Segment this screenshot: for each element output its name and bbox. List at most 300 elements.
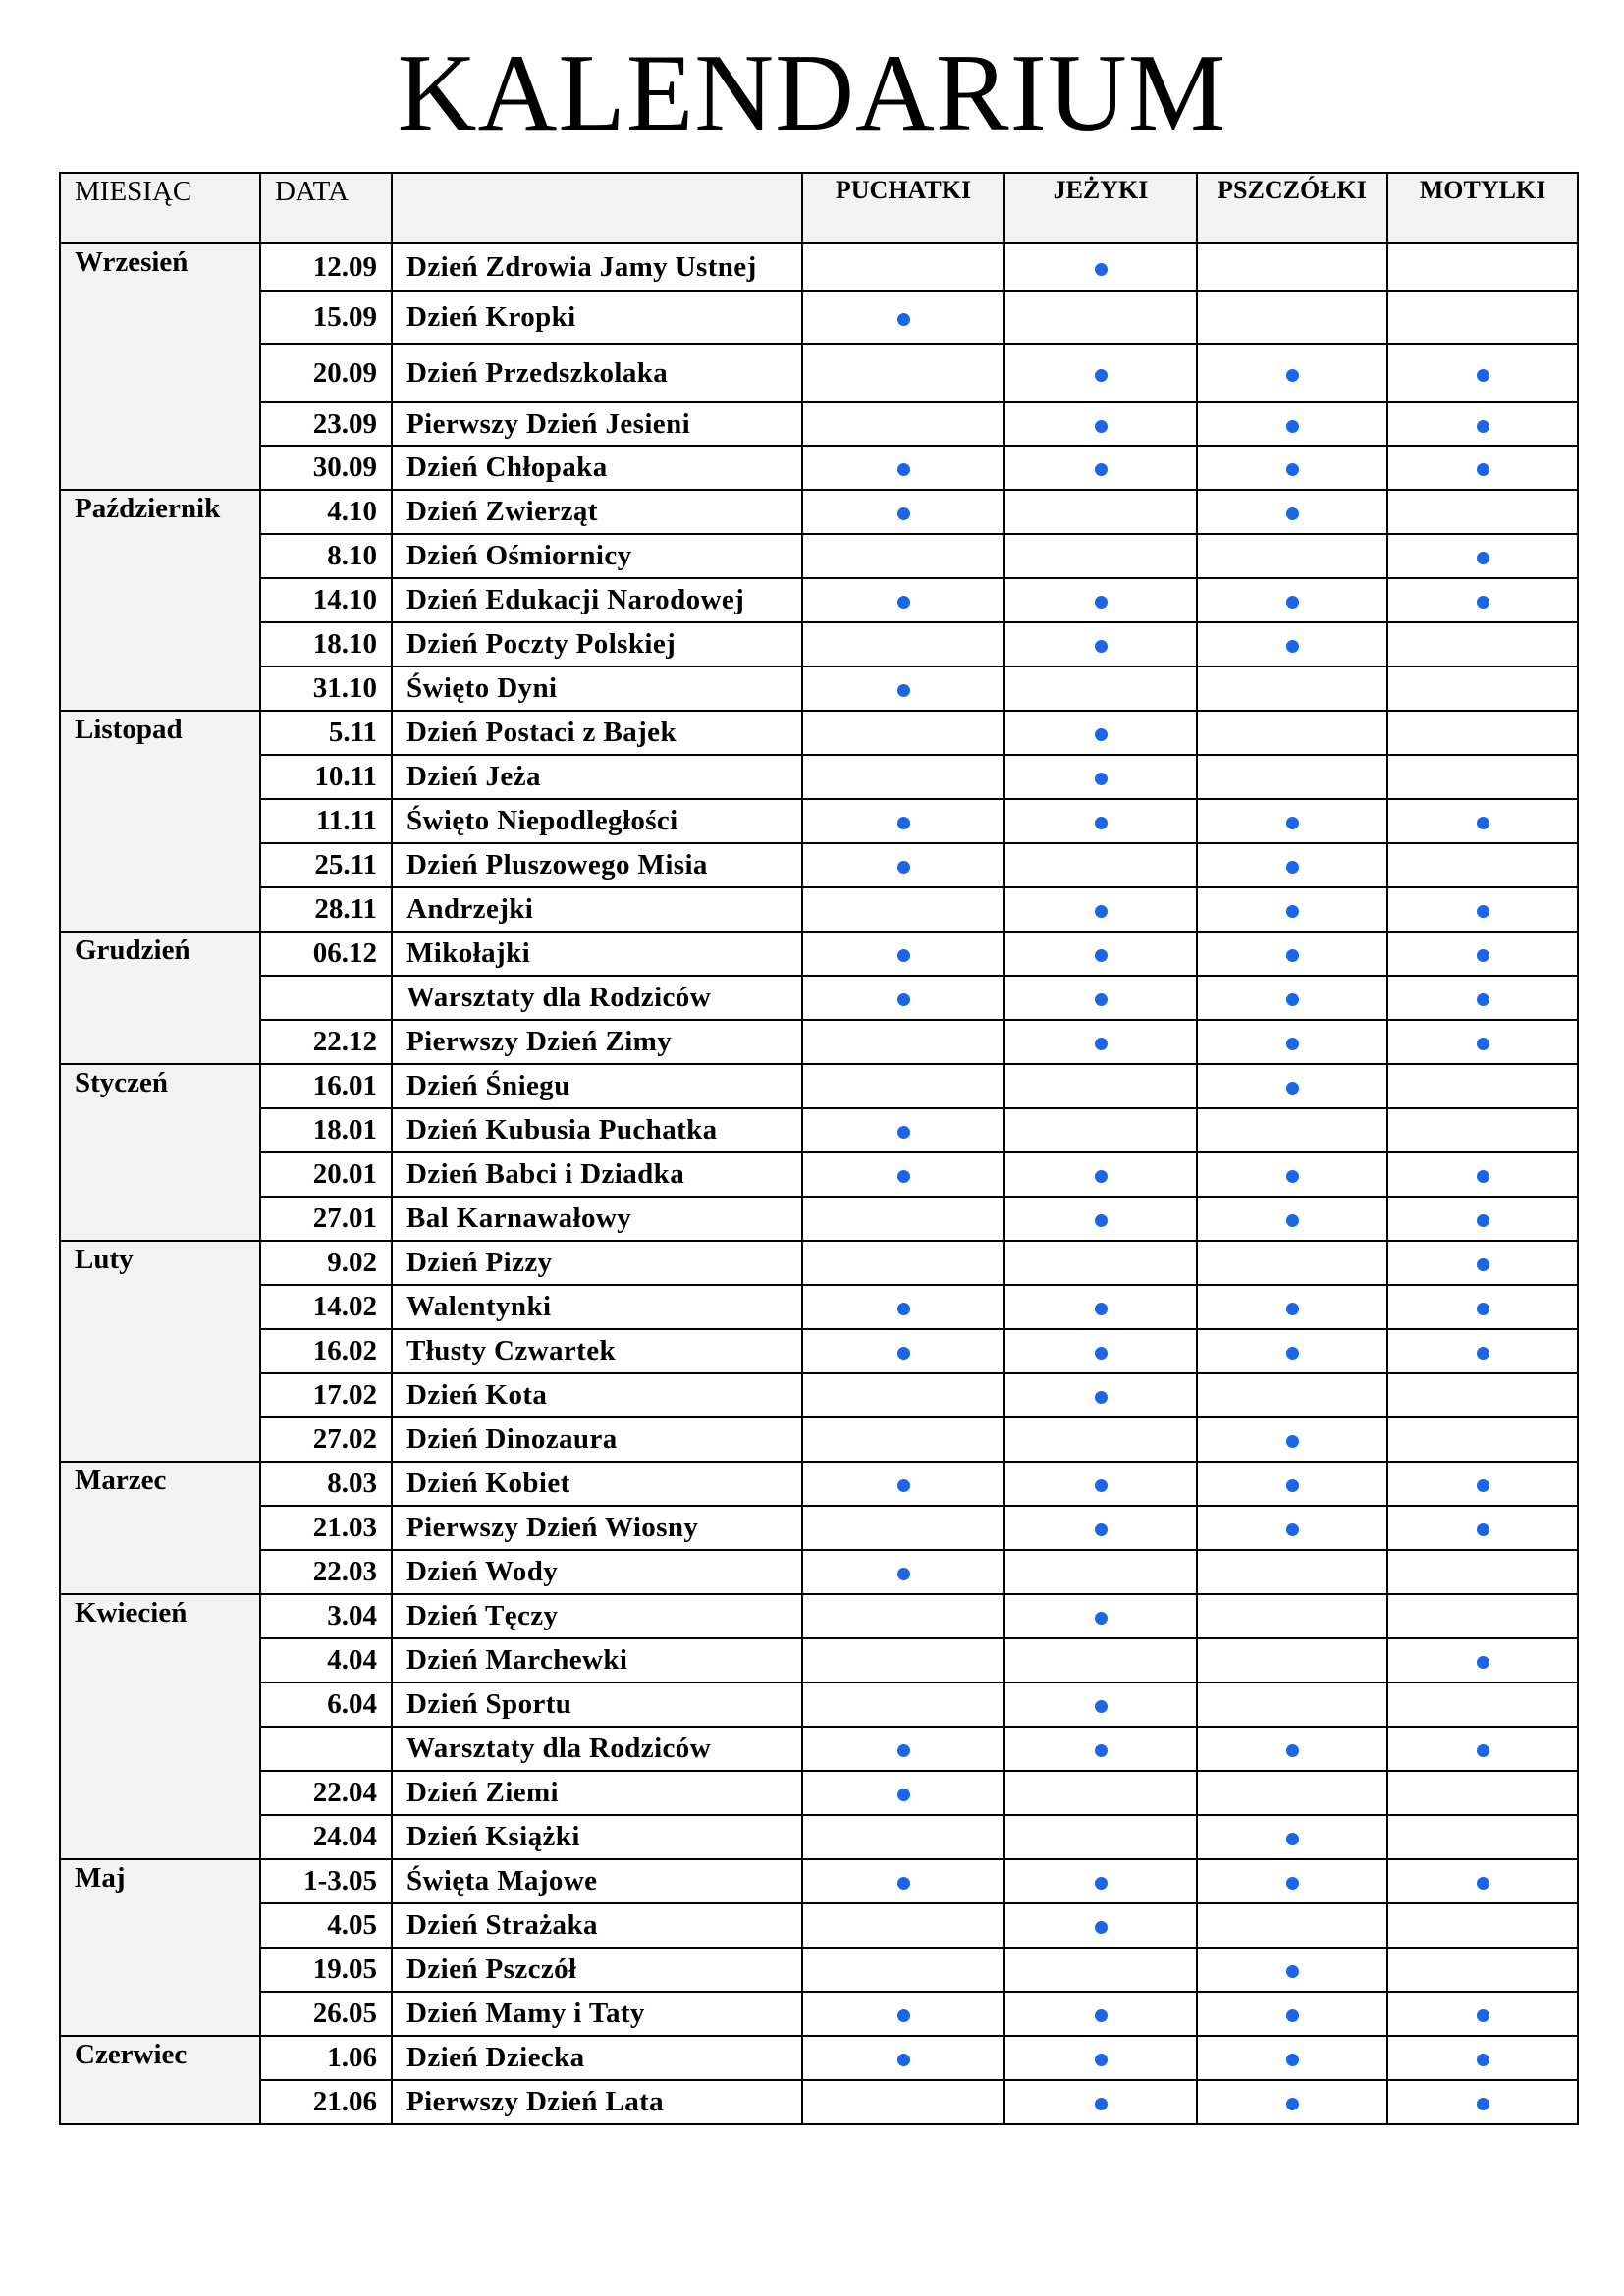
participation-dot-icon (1286, 1965, 1299, 1978)
group-cell (1387, 976, 1578, 1020)
participation-dot-icon (1095, 817, 1108, 829)
group-cell (1004, 1550, 1197, 1594)
group-cell (1387, 1992, 1578, 2036)
group-cell (1387, 1815, 1578, 1859)
group-cell (1197, 1550, 1387, 1594)
group-cell (1197, 1903, 1387, 1948)
participation-dot-icon (1477, 420, 1489, 433)
event-cell: Święta Majowe (392, 1859, 802, 1903)
participation-dot-icon (1477, 1523, 1489, 1536)
group-cell (802, 843, 1004, 887)
group-cell (1197, 402, 1387, 446)
participation-dot-icon (897, 1744, 910, 1757)
participation-dot-icon (1095, 2009, 1108, 2022)
date-cell: 22.12 (260, 1020, 392, 1064)
group-cell (1004, 2080, 1197, 2124)
table-row (60, 1727, 1578, 1771)
participation-dot-icon (1095, 1700, 1108, 1713)
table-row (60, 446, 1578, 490)
month-cell: Grudzień (60, 932, 260, 1064)
group-cell (1004, 1594, 1197, 1638)
participation-dot-icon (897, 1789, 910, 1801)
group-cell (1197, 1506, 1387, 1550)
group-cell (802, 1373, 1004, 1417)
group-cell (802, 1152, 1004, 1197)
participation-dot-icon (1095, 773, 1108, 785)
group-cell (1197, 1329, 1387, 1373)
group-cell (1004, 490, 1197, 534)
event-cell: Warsztaty dla Rodziców (392, 1727, 802, 1771)
header-event (392, 173, 802, 243)
group-cell (802, 667, 1004, 711)
date-cell: 30.09 (260, 446, 392, 490)
date-cell: 9.02 (260, 1241, 392, 1285)
date-cell: 26.05 (260, 1992, 392, 2036)
participation-dot-icon (1477, 1479, 1489, 1492)
participation-dot-icon (1477, 1877, 1489, 1890)
participation-dot-icon (1095, 1303, 1108, 1315)
participation-dot-icon (897, 313, 910, 326)
group-cell (1197, 1992, 1387, 2036)
participation-dot-icon (1286, 2054, 1299, 2066)
group-cell (1197, 1064, 1387, 1108)
table-row (60, 1859, 1578, 1903)
event-cell: Dzień Kubusia Puchatka (392, 1108, 802, 1152)
group-cell (1004, 446, 1197, 490)
group-cell (1004, 887, 1197, 932)
group-cell (1004, 1948, 1197, 1992)
month-cell: Czerwiec (60, 2036, 260, 2124)
group-cell (1197, 1285, 1387, 1329)
participation-dot-icon (897, 817, 910, 829)
group-cell (1004, 1682, 1197, 1727)
group-cell (1004, 534, 1197, 578)
table-row (60, 1594, 1578, 1638)
group-cell (1197, 711, 1387, 755)
table-row (60, 1506, 1578, 1550)
table-row (60, 711, 1578, 755)
group-cell (802, 1506, 1004, 1550)
event-cell: Tłusty Czwartek (392, 1329, 802, 1373)
date-cell: 18.10 (260, 622, 392, 667)
date-cell: 8.10 (260, 534, 392, 578)
table-row (60, 1108, 1578, 1152)
participation-dot-icon (1095, 1391, 1108, 1404)
month-cell: Luty (60, 1241, 260, 1462)
event-cell: Dzień Książki (392, 1815, 802, 1859)
event-cell: Dzień Zdrowia Jamy Ustnej (392, 243, 802, 291)
month-cell: Maj (60, 1859, 260, 2036)
participation-dot-icon (897, 2009, 910, 2022)
group-cell (1004, 1152, 1197, 1197)
header-group-puchatki: PUCHATKI (802, 173, 1004, 243)
group-cell (1197, 1020, 1387, 1064)
group-cell (1004, 1064, 1197, 1108)
participation-dot-icon (897, 1347, 910, 1360)
participation-dot-icon (1477, 2009, 1489, 2022)
table-row (60, 1064, 1578, 1108)
participation-dot-icon (1095, 263, 1108, 276)
table-row (60, 976, 1578, 1020)
participation-dot-icon (1286, 1833, 1299, 1845)
group-cell (1387, 2080, 1578, 2124)
group-cell (1197, 755, 1387, 799)
participation-dot-icon (897, 596, 910, 609)
group-cell (1197, 667, 1387, 711)
group-cell (1197, 1462, 1387, 1506)
participation-dot-icon (1477, 1170, 1489, 1183)
group-cell (1004, 1506, 1197, 1550)
group-cell (1004, 976, 1197, 1020)
participation-dot-icon (897, 1877, 910, 1890)
participation-dot-icon (1286, 1347, 1299, 1360)
participation-dot-icon (897, 1479, 910, 1492)
group-cell (1387, 446, 1578, 490)
event-cell: Dzień Mamy i Taty (392, 1992, 802, 2036)
event-cell: Mikołajki (392, 932, 802, 976)
date-cell: 4.04 (260, 1638, 392, 1682)
table-row (60, 1992, 1578, 2036)
participation-dot-icon (1286, 1435, 1299, 1448)
group-cell (1197, 1815, 1387, 1859)
group-cell (1197, 1859, 1387, 1903)
group-cell (1197, 534, 1387, 578)
group-cell (1004, 1727, 1197, 1771)
group-cell (1004, 755, 1197, 799)
date-cell: 24.04 (260, 1815, 392, 1859)
event-cell: Pierwszy Dzień Lata (392, 2080, 802, 2124)
group-cell (1387, 243, 1578, 291)
table-row (60, 402, 1578, 446)
date-cell: 12.09 (260, 243, 392, 291)
participation-dot-icon (1286, 905, 1299, 918)
group-cell (1197, 887, 1387, 932)
date-cell: 4.10 (260, 490, 392, 534)
header-group-motylki: MOTYLKI (1387, 173, 1578, 243)
group-cell (1004, 1462, 1197, 1506)
group-cell (1387, 1417, 1578, 1462)
group-cell (1197, 446, 1387, 490)
group-cell (802, 243, 1004, 291)
group-cell (1387, 799, 1578, 843)
table-row (60, 291, 1578, 344)
group-cell (1004, 1417, 1197, 1462)
group-cell (802, 578, 1004, 622)
group-cell (1004, 1373, 1197, 1417)
group-cell (1197, 622, 1387, 667)
participation-dot-icon (1477, 369, 1489, 382)
event-cell: Dzień Pszczół (392, 1948, 802, 1992)
group-cell (802, 1241, 1004, 1285)
date-cell: 25.11 (260, 843, 392, 887)
group-cell (1197, 799, 1387, 843)
event-cell: Dzień Kropki (392, 291, 802, 344)
group-cell (1387, 843, 1578, 887)
event-cell: Dzień Ośmiornicy (392, 534, 802, 578)
date-cell: 15.09 (260, 291, 392, 344)
group-cell (1197, 1152, 1387, 1197)
date-cell: 4.05 (260, 1903, 392, 1948)
event-cell: Dzień Wody (392, 1550, 802, 1594)
group-cell (1197, 843, 1387, 887)
participation-dot-icon (1286, 1170, 1299, 1183)
group-cell (1004, 2036, 1197, 2080)
group-cell (1387, 1064, 1578, 1108)
group-cell (802, 2036, 1004, 2080)
group-cell (802, 1197, 1004, 1241)
participation-dot-icon (1095, 993, 1108, 1006)
group-cell (1387, 932, 1578, 976)
participation-dot-icon (1286, 1303, 1299, 1315)
date-cell: 19.05 (260, 1948, 392, 1992)
group-cell (1387, 1771, 1578, 1815)
group-cell (802, 1727, 1004, 1771)
group-cell (1387, 1638, 1578, 1682)
participation-dot-icon (1477, 1656, 1489, 1669)
event-cell: Pierwszy Dzień Wiosny (392, 1506, 802, 1550)
group-cell (1387, 1727, 1578, 1771)
group-cell (1197, 2036, 1387, 2080)
group-cell (802, 291, 1004, 344)
calendar-table (59, 172, 1579, 2125)
group-cell (1387, 534, 1578, 578)
participation-dot-icon (1286, 1038, 1299, 1050)
participation-dot-icon (1286, 949, 1299, 962)
event-cell: Andrzejki (392, 887, 802, 932)
group-cell (1387, 622, 1578, 667)
participation-dot-icon (1286, 420, 1299, 433)
group-cell (1387, 1682, 1578, 1727)
header-row (60, 173, 1578, 243)
participation-dot-icon (1477, 1258, 1489, 1271)
participation-dot-icon (1477, 2098, 1489, 2110)
event-cell: Dzień Babci i Dziadka (392, 1152, 802, 1197)
calendar-body (60, 243, 1578, 2124)
event-cell: Święto Niepodległości (392, 799, 802, 843)
date-cell: 14.02 (260, 1285, 392, 1329)
event-cell: Dzień Pizzy (392, 1241, 802, 1285)
participation-dot-icon (897, 1126, 910, 1139)
table-row (60, 1682, 1578, 1727)
date-cell: 28.11 (260, 887, 392, 932)
group-cell (1004, 243, 1197, 291)
table-row (60, 1152, 1578, 1197)
participation-dot-icon (1095, 949, 1108, 962)
event-cell: Pierwszy Dzień Zimy (392, 1020, 802, 1064)
group-cell (802, 1550, 1004, 1594)
group-cell (1004, 291, 1197, 344)
group-cell (802, 1417, 1004, 1462)
date-cell: 22.03 (260, 1550, 392, 1594)
table-row (60, 932, 1578, 976)
event-cell: Dzień Przedszkolaka (392, 344, 802, 402)
group-cell (1197, 1241, 1387, 1285)
group-cell (1004, 1815, 1197, 1859)
table-row (60, 534, 1578, 578)
event-cell: Dzień Poczty Polskiej (392, 622, 802, 667)
group-cell (1004, 402, 1197, 446)
table-row (60, 667, 1578, 711)
group-cell (1387, 291, 1578, 344)
group-cell (802, 976, 1004, 1020)
group-cell (1004, 1638, 1197, 1682)
table-row (60, 578, 1578, 622)
group-cell (802, 1462, 1004, 1506)
table-row (60, 755, 1578, 799)
event-cell: Warsztaty dla Rodziców (392, 976, 802, 1020)
page-title: KALENDARIUM (397, 32, 1227, 154)
participation-dot-icon (1095, 2054, 1108, 2066)
group-cell (802, 446, 1004, 490)
event-cell: Dzień Marchewki (392, 1638, 802, 1682)
event-cell: Dzień Zwierząt (392, 490, 802, 534)
participation-dot-icon (1095, 1877, 1108, 1890)
participation-dot-icon (897, 949, 910, 962)
group-cell (802, 1108, 1004, 1152)
group-cell (1004, 1108, 1197, 1152)
participation-dot-icon (1286, 817, 1299, 829)
participation-dot-icon (1286, 861, 1299, 874)
event-cell: Walentynki (392, 1285, 802, 1329)
group-cell (1387, 1462, 1578, 1506)
group-cell (802, 711, 1004, 755)
participation-dot-icon (1095, 2098, 1108, 2110)
table-row (60, 1462, 1578, 1506)
group-cell (1197, 490, 1387, 534)
group-cell (1004, 667, 1197, 711)
group-cell (1197, 1373, 1387, 1417)
date-cell: 27.02 (260, 1417, 392, 1462)
event-cell: Bal Karnawałowy (392, 1197, 802, 1241)
date-cell: 31.10 (260, 667, 392, 711)
group-cell (1387, 1594, 1578, 1638)
table-row (60, 843, 1578, 887)
group-cell (802, 1903, 1004, 1948)
participation-dot-icon (1286, 993, 1299, 1006)
event-cell: Dzień Chłopaka (392, 446, 802, 490)
date-cell: 8.03 (260, 1462, 392, 1506)
table-row (60, 1815, 1578, 1859)
date-cell: 5.11 (260, 711, 392, 755)
group-cell (802, 1992, 1004, 2036)
table-row (60, 1197, 1578, 1241)
date-cell: 21.06 (260, 2080, 392, 2124)
group-cell (802, 1859, 1004, 1903)
group-cell (1387, 1020, 1578, 1064)
event-cell: Dzień Śniegu (392, 1064, 802, 1108)
table-row (60, 1020, 1578, 1064)
group-cell (1197, 1108, 1387, 1152)
participation-dot-icon (1095, 596, 1108, 609)
group-cell (802, 799, 1004, 843)
event-cell: Dzień Tęczy (392, 1594, 802, 1638)
participation-dot-icon (1095, 463, 1108, 476)
participation-dot-icon (1477, 1303, 1489, 1315)
group-cell (802, 1064, 1004, 1108)
date-cell: 18.01 (260, 1108, 392, 1152)
date-cell: 20.09 (260, 344, 392, 402)
group-cell (1387, 578, 1578, 622)
participation-dot-icon (1477, 905, 1489, 918)
table-row (60, 2036, 1578, 2080)
group-cell (1004, 1992, 1197, 2036)
group-cell (1387, 1506, 1578, 1550)
group-cell (802, 1638, 1004, 1682)
group-cell (1387, 1948, 1578, 1992)
participation-dot-icon (1286, 596, 1299, 609)
participation-dot-icon (1095, 420, 1108, 433)
event-cell: Dzień Ziemi (392, 1771, 802, 1815)
date-cell: 23.09 (260, 402, 392, 446)
table-row (60, 243, 1578, 291)
group-cell (1197, 578, 1387, 622)
table-row (60, 1771, 1578, 1815)
participation-dot-icon (1477, 596, 1489, 609)
participation-dot-icon (897, 993, 910, 1006)
group-cell (1004, 711, 1197, 755)
group-cell (1004, 1197, 1197, 1241)
participation-dot-icon (1477, 949, 1489, 962)
date-cell: 1-3.05 (260, 1859, 392, 1903)
event-cell: Dzień Jeża (392, 755, 802, 799)
group-cell (1387, 2036, 1578, 2080)
group-cell (1197, 1638, 1387, 1682)
month-cell: Kwiecień (60, 1594, 260, 1859)
participation-dot-icon (1477, 817, 1489, 829)
event-cell: Dzień Pluszowego Misia (392, 843, 802, 887)
date-cell (260, 1727, 392, 1771)
group-cell (1387, 1152, 1578, 1197)
table-row (60, 1373, 1578, 1417)
group-cell (1387, 887, 1578, 932)
table-row (60, 1903, 1578, 1948)
date-cell: 06.12 (260, 932, 392, 976)
participation-dot-icon (1286, 1523, 1299, 1536)
group-cell (802, 1682, 1004, 1727)
event-cell: Dzień Kobiet (392, 1462, 802, 1506)
participation-dot-icon (1286, 507, 1299, 520)
table-row (60, 887, 1578, 932)
group-cell (1197, 976, 1387, 1020)
participation-dot-icon (1477, 1347, 1489, 1360)
group-cell (802, 887, 1004, 932)
participation-dot-icon (1477, 993, 1489, 1006)
event-cell: Dzień Dinozaura (392, 1417, 802, 1462)
date-cell: 16.01 (260, 1064, 392, 1108)
event-cell: Dzień Edukacji Narodowej (392, 578, 802, 622)
participation-dot-icon (897, 684, 910, 697)
header-group-jezyki: JEŻYKI (1004, 173, 1197, 243)
group-cell (802, 755, 1004, 799)
event-cell: Dzień Kota (392, 1373, 802, 1417)
group-cell (1387, 1859, 1578, 1903)
group-cell (1387, 667, 1578, 711)
group-cell (1197, 1682, 1387, 1727)
date-cell: 16.02 (260, 1329, 392, 1373)
participation-dot-icon (1477, 2054, 1489, 2066)
group-cell (1387, 402, 1578, 446)
group-cell (1197, 2080, 1387, 2124)
group-cell (1004, 1859, 1197, 1903)
group-cell (802, 534, 1004, 578)
group-cell (1197, 344, 1387, 402)
date-cell: 27.01 (260, 1197, 392, 1241)
participation-dot-icon (1477, 552, 1489, 564)
participation-dot-icon (1095, 640, 1108, 653)
participation-dot-icon (1477, 1744, 1489, 1757)
group-cell (802, 1815, 1004, 1859)
participation-dot-icon (1095, 1921, 1108, 1934)
